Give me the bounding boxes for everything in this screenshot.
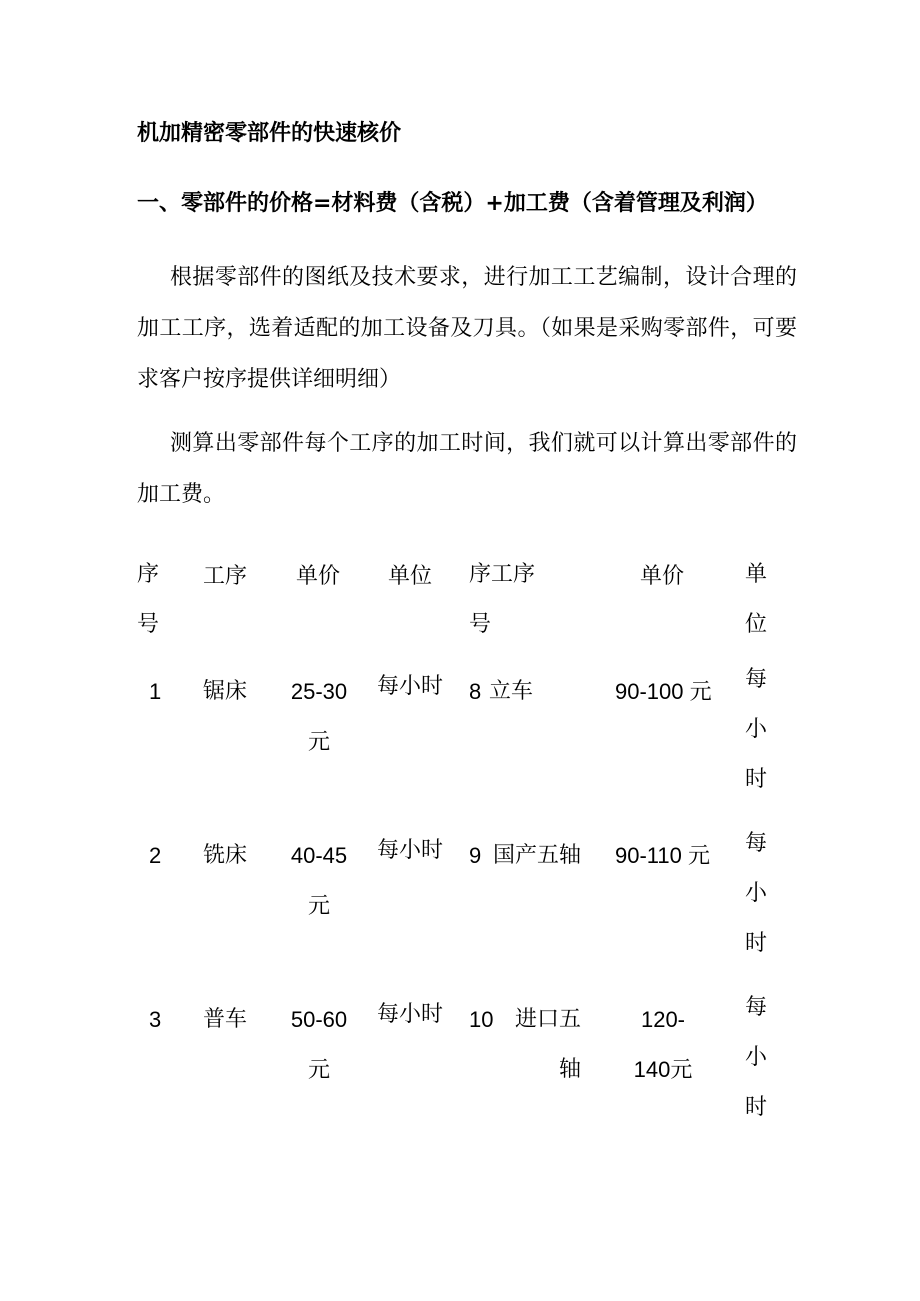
header-price: 单价	[296, 564, 341, 589]
row1-unit: 每小时	[377, 674, 444, 699]
row1-process: 锯床	[203, 679, 248, 704]
header-unit2: 单位	[745, 562, 768, 637]
row1-seq2: 8	[469, 679, 482, 704]
header-seq: 序号	[137, 562, 160, 637]
row2-seq: 2	[149, 843, 162, 868]
row2-process2: 国产五轴	[492, 843, 581, 868]
section-heading: 一、零部件的价格=材料费（含税）+加工费（含着管理及利润）	[137, 191, 768, 216]
document-title: 机加精密零部件的快速核价	[137, 121, 402, 146]
row2-unit: 每小时	[377, 838, 444, 863]
header-process: 工序	[203, 564, 248, 589]
header-unit: 单位	[388, 564, 433, 589]
row2-price2: 90-110 元	[615, 843, 710, 868]
row2-unit2: 每小时	[745, 831, 768, 956]
row3-process2: 进口五轴	[514, 1007, 581, 1082]
row1-seq: 1	[149, 679, 162, 704]
row3-unit2: 每小时	[745, 995, 768, 1120]
header-price2: 单价	[640, 564, 685, 589]
row1-process2: 立车	[489, 679, 534, 704]
row3-seq: 3	[149, 1007, 162, 1032]
row1-unit2: 每小时	[745, 667, 768, 792]
paragraph-processing-time: 测算出零部件每个工序的加工时间，我们就可以计算出零部件的加工费。	[137, 431, 797, 507]
header-seq-process: 序工序号	[469, 562, 536, 637]
row3-unit: 每小时	[377, 1002, 444, 1027]
row3-seq2: 10	[469, 1007, 494, 1032]
row2-seq2: 9	[469, 843, 482, 868]
row2-process: 铣床	[203, 843, 248, 868]
row1-price2: 90-100 元	[615, 679, 712, 704]
paragraph-process-planning: 根据零部件的图纸及技术要求，进行加工工艺编制，设计合理的加工工序，选着适配的加工设备及刀具。（如果是采购零部件，可要求客户按序提供详细明细）	[137, 265, 797, 392]
row2-price: 40-45元	[290, 843, 348, 918]
row3-process: 普车	[203, 1007, 248, 1032]
row3-price2: 120-140元	[633, 1007, 693, 1082]
row3-price: 50-60元	[290, 1007, 348, 1082]
row1-price: 25-30元	[290, 679, 348, 754]
